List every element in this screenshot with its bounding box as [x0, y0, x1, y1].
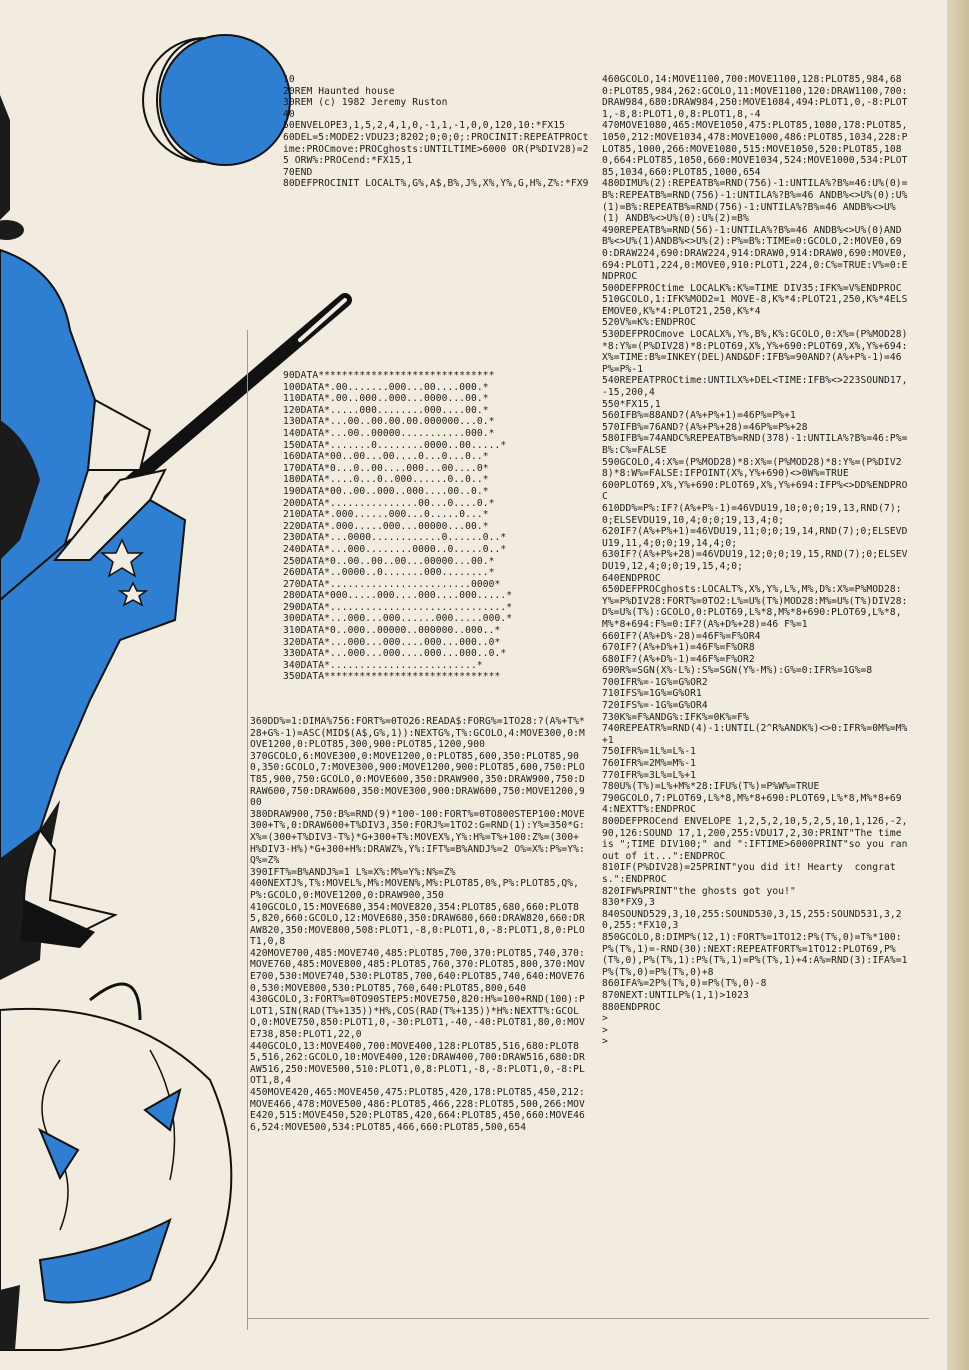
code-line: 650DEFPROCghosts:LOCALT%,X%,Y%,L%,M%,D%:X%=P%MOD28:Y%=P%DIV28:FORT%=0TO2:L%=U%(T%)MOD28:M%=U%(T%)DIV28:D%=U%(T%):GCOLO,0:PLOT69,L%*8,M%*8+690:PLOT69,L%*8,M%*8+694:F%=0:IF?(A%+D%+28)=46 F%=1	[602, 584, 908, 630]
code-line: 280DATA*000.....000....000....000.....*	[283, 590, 513, 602]
code-line: 320DATA*...000...000....000...000..0*	[283, 636, 501, 648]
code-line: 860IFA%=2P%(T%,0)=P%(T%,0)-8	[602, 978, 767, 990]
code-line: 690R%=SGN(X%-L%):S%=SGN(Y%-M%):G%=0:IFR%=1G%=8	[602, 665, 873, 677]
code-line: 600PLOT69,X%,Y%+690:PLOT69,X%,Y%+694:IFP%<>DD%ENDPROC	[602, 479, 908, 503]
code-line: 700IFR%=-1G%=G%OR2	[602, 676, 708, 688]
code-line: 770IFR%=3L%=L%+1	[602, 769, 697, 781]
code-line: 670IF?(A%+D%+1)=46F%=F%OR8	[602, 642, 755, 654]
code-line: 580IFB%=74ANDC%REPEATB%=RND(378)-1:UNTILA%?B%=46:P%=B%:C%=FALSE	[602, 433, 908, 456]
crescent-moon-icon	[143, 35, 290, 165]
pumpkin-lantern	[0, 984, 231, 1350]
code-line: 120DATA*.....000........000....00.*	[283, 404, 489, 416]
code-line: 150DATA*.......0........0000..00.....*	[283, 439, 507, 451]
code-line: 130DATA*...00..00.00.00.000000...0.*	[283, 416, 495, 428]
code-line: 430GCOLO,3:FORT%=0TO90STEP5:MOVE750,820:H%=100+RND(100):PLOT1,SIN(RAD(T%+135))*H%,COS(RAD(T%+135))*H%:NEXTT%:GCOLO,0:MOVE750,850:PLOT1,0,-30:PLOT1,-40,-40:PLOT81,80,0:MOVE738,850:PLOT1,22,0	[250, 994, 585, 1041]
code-line: 260DATA*..0000..0.......000........*	[283, 567, 495, 579]
code-line: 880ENDPROC	[602, 1001, 661, 1013]
code-line: 230DATA*...0000............0......0..*	[283, 532, 507, 544]
code-line: 20REM Haunted house	[283, 85, 395, 97]
code-line: 550*FX15,1	[602, 398, 661, 410]
code-line: 800DEFPROCend ENVELOPE 1,2,5,2,10,5,2,5,10,1,126,-2,90,126:SOUND 17,1,200,255:VDU17,2,30:PRINT"The time is ";TIME DIV100;" and ":IFTIME>6000PRINT"so you ran out of it...":ENDPROC	[602, 816, 914, 862]
code-line: 30REM (c) 1982 Jeremy Ruston	[283, 97, 448, 109]
code-line: 460GCOLO,14:MOVE1100,700:MOVE1100,128:PLOT85,984,680:PLOT85,984,262:GCOLO,11:MOVE1100,120:DRAW1100,700:DRAW984,680:DRAW984,250:MOVE1084,494:PLOT1,0,-8:PLOT1,-8,8:PLOT1,0,8:PLOT1,8,-4	[602, 74, 908, 120]
code-line: 110DATA*.00..000..000...0000...00.*	[283, 393, 489, 405]
code-line: 340DATA*.........................*	[283, 659, 483, 671]
listing-part-1	[283, 74, 589, 190]
code-line: 140DATA*...00..00000...........000.*	[283, 427, 495, 439]
code-line: 290DATA*..............................*	[283, 601, 513, 613]
code-line: 740REPEATR%=RND(4)-1:UNTIL(2^R%ANDK%)<>0:IFR%=0M%=M%+1	[602, 723, 908, 746]
code-line: 490REPEATB%=RND(56)-1:UNTILA%?B%=46 ANDB%<>U%(0)ANDB%<>U%(1)ANDB%<>U%(2):P%=B%:TIME=0:GCOLO,2:MOVE0,690:DRAW224,690:DRAW224,914:DRAW0,914:DRAW0,690:MOVE0,694:PLOT1,224,0:MOVE0,910:PLOT1,224,0:C%=TRUE:V%=0:ENDPROC	[602, 224, 908, 283]
code-line: 830*FX9,3	[602, 897, 655, 909]
listing-part-2	[283, 370, 589, 683]
code-line: >	[602, 1024, 608, 1036]
code-line: 270DATA*........................0000*	[283, 578, 501, 590]
code-line: 590GCOLO,4:X%=(P%MOD28)*8:X%=(P%MOD28)*8:Y%=(P%DIV28)*8:W%=FALSE:IFPOINT(X%,Y%+690)<>0W%=TRUE	[602, 456, 902, 480]
code-line: 820IFW%PRINT"the ghosts got you!"	[602, 885, 796, 897]
code-line: 190DATA*00..00..000..000....00..0.*	[283, 485, 489, 497]
code-line: 240DATA*...000........0000..0.....0..*	[283, 543, 507, 555]
page-edge	[947, 0, 969, 1370]
code-line: 10	[283, 74, 295, 85]
code-line: 750IFR%=1L%=L%-1	[602, 746, 697, 758]
column-divider	[247, 330, 248, 1330]
code-line: 850GCOLO,8:DIMP%(12,1):FORT%=1TO12:P%(T%,0)=T%*100:P%(T%,1)=-RND(30):NEXT:REPEATFORT%=1TO12:PLOT69,P%(T%,0),P%(T%,1):P%(T%,1)=P%(T%,1)+4:A%=RND(3):IFA%=1P%(T%,0)=P%(T%,0)+8	[602, 931, 908, 978]
code-line: 510GCOLO,1:IFK%MOD2=1 MOVE-8,K%*4:PLOT21,250,K%*4ELSEMOVE0,K%*4:PLOT21,250,K%*4	[602, 294, 908, 317]
code-line: 210DATA*.000......000...0.....0...*	[283, 509, 489, 521]
bottom-rule	[247, 1318, 929, 1319]
code-line: 420MOVE700,485:MOVE740,485:PLOT85,700,370:PLOT85,740,370:MOVE760,485:MOVE800,485:PLOT85,760,370:PLOT85,800,370:MOVE700,530:MOVE740,530:PLOT85,700,640:PLOT85,740,640:MOVE760,530:MOVE800,530:PLOT85,760,640:PLOT85,800,640	[250, 947, 585, 994]
code-line: 570IFB%=76AND?(A%+P%+28)=46P%=P%+28	[602, 421, 808, 433]
code-line: 380DRAW900,750:B%=RND(9)*100-100:FORT%=0TO800STEP100:MOVE300+T%,0:DRAW600+T%DIV3,350:FORJ%=1TO2:G=RND(1):Y%=350*G:X%=(300+T%DIV3-T%)*G+300+T%:MOVEX%,Y%:H%=T%+100:Z%=(300+H%DIV3-H%)*G+300+H%:DRAWZ%,Y%:IFT%=B%ANDJ%=2 O%=X%:P%=Y%:Q%=Z%	[250, 808, 585, 867]
code-line: 610DD%=P%:IF?(A%+P%-1)=46VDU19,10;0;0;19,13,RND(7);0;ELSEVDU19,10,4;0;0;19,13,4;0;	[602, 502, 902, 526]
code-line: 640ENDPROC	[602, 572, 661, 584]
code-line: 470MOVE1080,465:MOVE1050,475:PLOT85,1080,178:PLOT85,1050,212:MOVE1034,478:MOVE1000,486:PLOT85,1034,228:PLOT85,1000,266:MOVE1080,515:MOVE1050,520:PLOT85,1080,664:PLOT85,1050,660:MOVE1034,524:MOVE1000,534:PLOT85,1034,660:PLOT85,1000,654	[602, 120, 908, 178]
code-line: 520V%=K%:ENDPROC	[602, 317, 697, 329]
code-line: 370GCOLO,6:MOVE300,0:MOVE1200,0:PLOT85,600,350:PLOT85,900,350:GCOLO,7:MOVE300,900:MOVE1200,900:PLOT85,600,750:PLOT85,900,750:GCOLO,0:MOVE600,350:DRAW900,350:DRAW900,750:DRAW600,750:DRAW600,350:MOVE300,900:DRAW600,750:MOVE1200,900	[250, 750, 585, 809]
code-line: 350DATA******************************	[283, 671, 501, 683]
code-line: 390IFT%=B%ANDJ%=1 L%=X%:M%=Y%:N%=Z%	[250, 866, 456, 878]
code-line: 40	[283, 108, 295, 120]
code-line: 310DATA*0..000..00000..000000..000..*	[283, 625, 501, 637]
code-line: 400NEXTJ%,T%:MOVEL%,M%:MOVEN%,M%:PLOT85,0%,P%:PLOT85,Q%,P%:GCOLO,0:MOVE1200,0:DRAW900,350	[250, 878, 580, 901]
code-line: 50ENVELOPE3,1,5,2,4,1,0,-1,1,-1,0,0,120,10:*FX15	[283, 120, 566, 132]
code-line: 780U%(T%)=L%+M%*28:IFU%(T%)=P%W%=TRUE	[602, 781, 820, 793]
listing-part-3	[250, 716, 589, 1133]
code-line: 620IF?(A%+P%+1)=46VDU19,11;0;0;19,14,RND(7);0;ELSEVDU19,11,4;0;0;19,14,4;0;	[602, 526, 908, 549]
code-line: 100DATA*.00.......000...00....000.*	[283, 381, 489, 393]
code-line: 440GCOLO,13:MOVE400,700:MOVE400,128:PLOT85,516,680:PLOT85,516,262:GCOLO,10:MOVE400,120:DRAW400,700:DRAW516,680:DRAW516,250:MOVE500,510:PLOT1,0,8:PLOT1,-8,-8:PLOT1,0,-8:PLOT1,8,4	[250, 1040, 585, 1087]
code-line: 810IF(P%DIV28)=25PRINT"you did it! Hearty congrats.":ENDPROC	[602, 862, 896, 885]
code-line: 220DATA*.000.....000...00000...00.*	[283, 520, 489, 532]
code-line: 480DIMU%(2):REPEATB%=RND(756)-1:UNTILA%?B%=46:U%(0)=B%:REPEATB%=RND(756)-1:UNTILA%?B%=46 ANDB%<>U%(0):U%(1)=B%:REPEATB%=RND(756)-1:UNTILA%?B%=46 ANDB%<>U%(1) ANDB%<>U%(0):U%(2)=B%	[602, 178, 908, 225]
code-line: 160DATA*00..00...00....0...0...0..*	[283, 451, 489, 463]
code-line: 660IF?(A%+D%-28)=46F%=F%OR4	[602, 630, 761, 642]
code-line: 560IFB%=88AND?(A%+P%+1)=46P%=P%+1	[602, 410, 796, 422]
code-line: 450MOVE420,465:MOVE450,475:PLOT85,420,178:PLOT85,450,212:MOVE466,478:MOVE500,486:PLOT85,466,228:PLOT85,500,266:MOVE420,515:MOVE450,520:PLOT85,420,664:PLOT85,450,660:MOVE466,524:MOVE500,534:PLOT85,466,660:PLOT85,500,654	[250, 1087, 585, 1133]
code-line: 630IF?(A%+P%+28)=46VDU19,12;0;0;19,15,RND(7);0;ELSEVDU19,12,4;0;0;19,15,4;0;	[602, 549, 908, 572]
code-line: >	[602, 1013, 608, 1025]
wizard-hat	[0, 95, 24, 240]
code-line: 720IFS%=-1G%=G%OR4	[602, 700, 708, 712]
code-line: 500DEFPROCtime LOCALK%:K%=TIME DIV35:IFK%=V%ENDPROC	[602, 282, 902, 294]
code-line: 710IFS%=1G%=G%OR1	[602, 688, 702, 700]
code-line: 90DATA******************************	[283, 370, 495, 381]
code-line: 530DEFPROCmove LOCALX%,Y%,B%,K%:GCOLO,0:X%=(P%MOD28)*8:Y%=(P%DIV28)*8:PLOT69,X%,Y%+690:PLOT69,X%,Y%+694:X%=TIME:B%=INKEY(DEL)AND&DF:IFB%=90AND?(A%+P%-1)=46 P%=P%-1	[602, 329, 908, 375]
code-line: >	[602, 1036, 608, 1048]
code-line: 170DATA*0...0..00....000...00....0*	[283, 462, 489, 474]
code-line: 790GCOLO,7:PLOT69,L%*8,M%*8+690:PLOT69,L%*8,M%*8+694:NEXTT%:ENDPROC	[602, 792, 902, 816]
code-line: 760IFR%=2M%=M%-1	[602, 758, 697, 770]
code-line: 300DATA*...000...000......000.....000.*	[283, 613, 513, 625]
code-line: 250DATA*0..00..00..00...00000...00.*	[283, 555, 495, 567]
code-line: 360DD%=1:DIMA%756:FORT%=0TO26:READA$:FORG%=1TO28:?(A%+T%*28+G%-1)=ASC(MID$(A$,G%,1)):NEXTG%,T%:GCOLO,4:MOVE300,0:MOVE1200,0:PLOT85,300,900:PLOT85,1200,900	[250, 716, 585, 751]
code-line: 330DATA*...000...000....000...000..0.*	[283, 648, 507, 660]
code-line: 60DEL=5:MODE2:VDU23;8202;0;0;0;:PROCINIT:REPEATPROCtime:PROCmove:PROCghosts:UNTILTIME>6000 OR(P%DIV28)=25 ORW%:PROCend:*FX15,1	[283, 131, 589, 167]
code-line: 730K%=F%ANDG%:IFK%=0K%=F%	[602, 711, 749, 723]
code-line: 200DATA*...............00...0....0.*	[283, 497, 495, 509]
wizard-leg	[20, 830, 115, 948]
code-line: 870NEXT:UNTILP%(1,1)>1023	[602, 989, 749, 1001]
code-line: 180DATA*....0...0..000......0..0..*	[283, 474, 489, 486]
listing-part-4	[602, 74, 912, 1048]
code-line: 80DEFPROCINIT LOCALT%,G%,A$,B%,J%,X%,Y%,G,H%,Z%:*FX9	[283, 178, 589, 190]
code-line: 70END	[283, 166, 313, 178]
code-line: 410GCOLO,15:MOVE680,354:MOVE820,354:PLOT85,680,660:PLOT85,820,660:GCOLO,12:MOVE680,350:DRAW680,660:DRAW820,660:DRAW820,350:MOVE800,508:PLOT1,-8,0:PLOT1,0,-8:PLOT1,8,0:PLOT1,0,8	[250, 901, 585, 948]
code-line: 540REPEATPROCtime:UNTILX%+DEL<TIME:IFB%<>223SOUND17,-15,200,4	[602, 375, 908, 399]
code-line: 840SOUND529,3,10,255:SOUND530,3,15,255:SOUND531,3,20,255:*FX10,3	[602, 908, 902, 932]
code-line: 680IF?(A%+D%-1)=46F%=F%OR2	[602, 653, 755, 665]
